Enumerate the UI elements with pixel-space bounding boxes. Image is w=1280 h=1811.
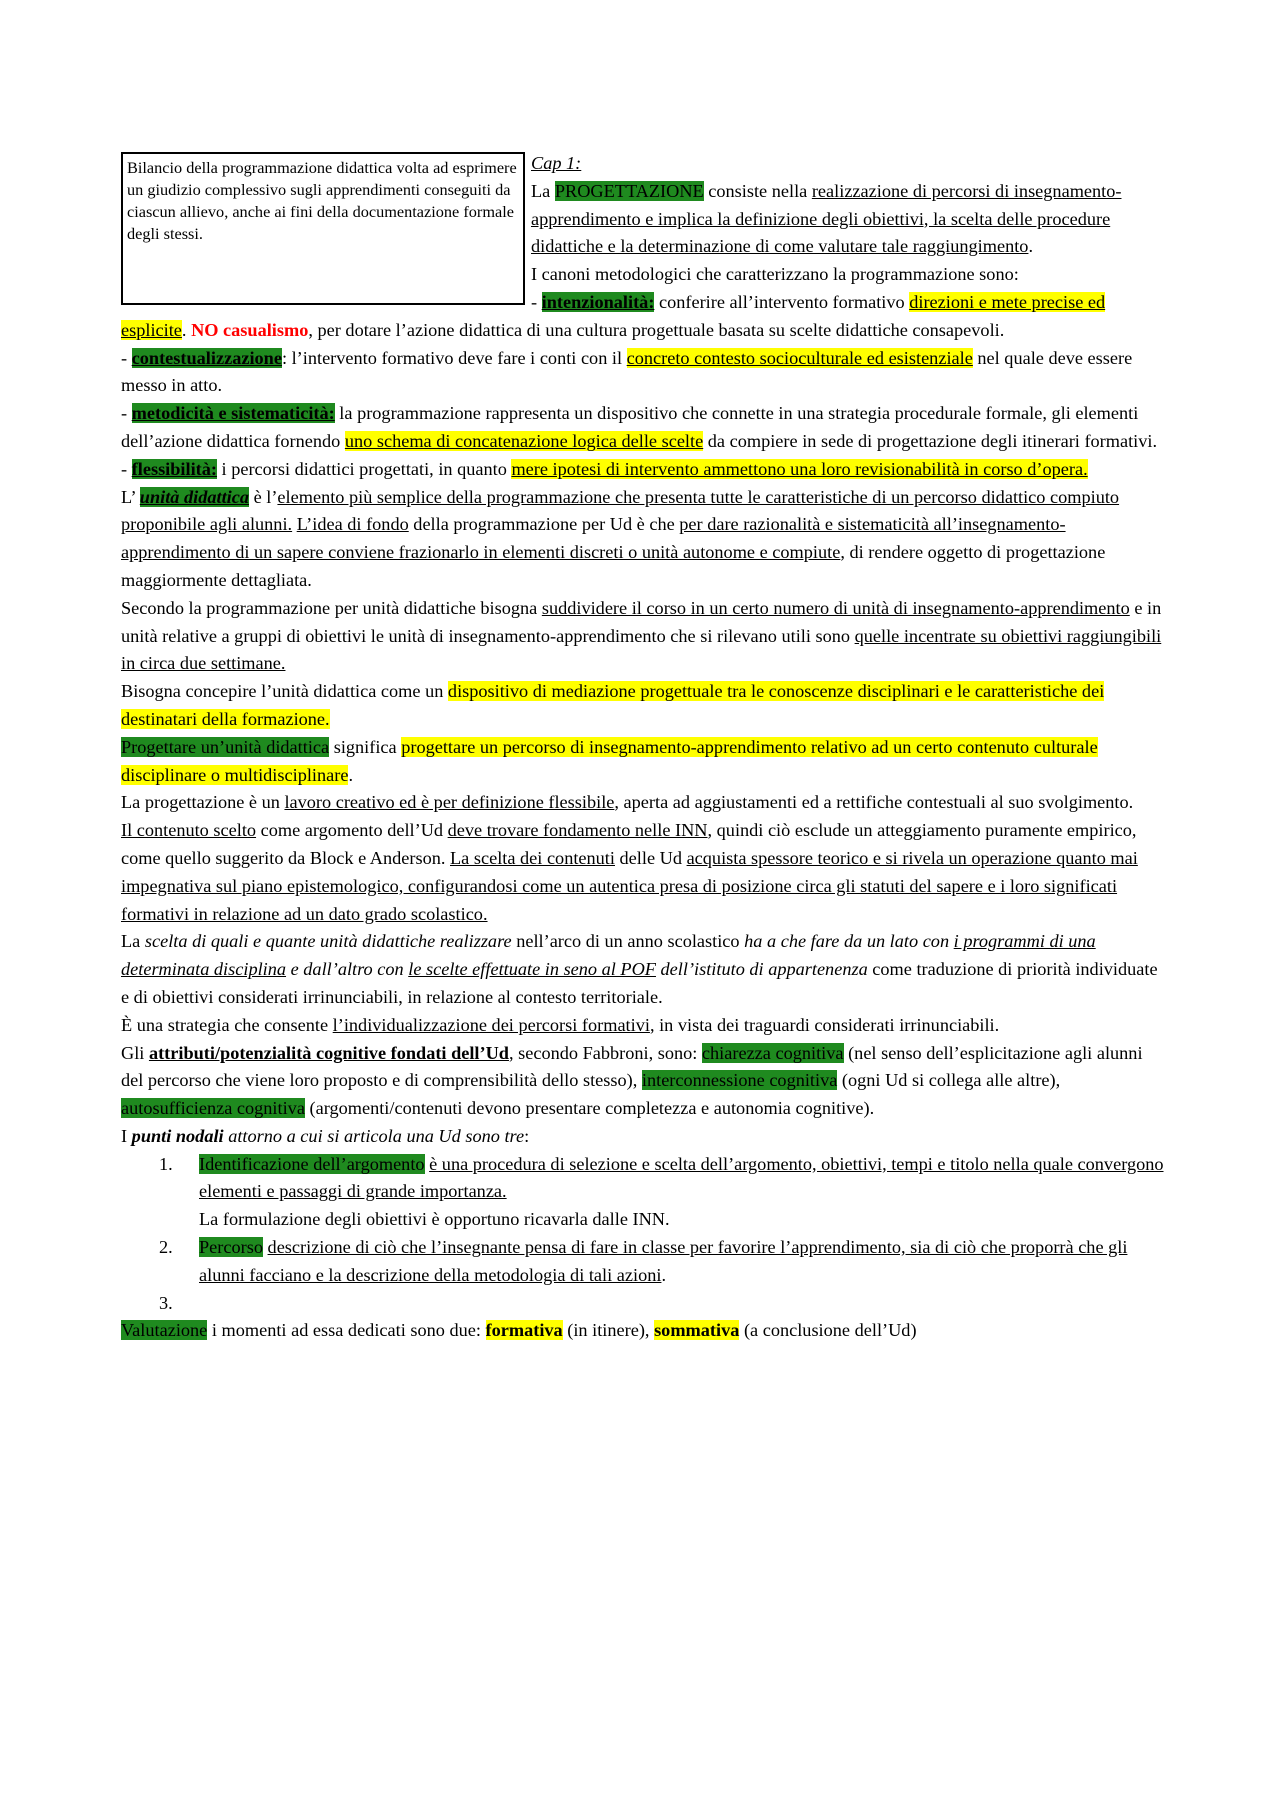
chapter-heading-text: Cap 1: — [531, 153, 582, 173]
text-run: conferire all’intervento formativo — [654, 291, 910, 312]
underlined-text: per dare razionalità e sistematicità all’insegnamento-apprendimento di un sapere conviene frazionarlo in elementi discreti o unità autonome e compiute — [121, 514, 1066, 563]
italic-text: attorno a cui si articola una Ud sono tre — [223, 1125, 525, 1146]
scelta-paragraph — [121, 928, 1166, 1011]
highlight-phrase: sommativa — [654, 1320, 740, 1341]
text-run: (argomenti/contenuti devono presentare completezza e autonomia cognitive). — [304, 1098, 875, 1119]
highlight-term: Percorso — [199, 1237, 263, 1258]
highlight-term: metodicità e sistematicità: — [131, 403, 335, 424]
highlight-term: PROGETTAZIONE — [554, 180, 704, 201]
list-item — [159, 1234, 1166, 1290]
underlined-text: realizzazione di percorsi di insegnamento-apprendimento e implica la definizione degli obiettivi, la scelta delle procedure didattiche e la determinazione di come valutare tale raggiungimento — [531, 180, 1122, 257]
highlight-phrase: dispositivo di mediazione progettuale tra le conoscenze disciplinari e le caratteristiche dei destinatari della formazione. — [121, 681, 1105, 729]
text-run: L’ — [121, 486, 140, 507]
unita-didattica-paragraph — [121, 484, 1166, 595]
highlight-phrase: formativa — [485, 1320, 563, 1341]
text-run: La progettazione è un — [121, 792, 285, 813]
text-run: , di rendere oggetto di progettazione maggiormente dettagliata. — [121, 542, 1106, 590]
underlined-text: suddividere il corso in un certo numero di unità di insegnamento-apprendimento — [541, 597, 1130, 618]
text-run: È una strategia che consente — [121, 1014, 333, 1035]
underlined-text: lavoro creativo ed è per definizione flessibile — [284, 792, 615, 813]
highlight-term: chiarezza cognitiva — [701, 1042, 844, 1063]
highlight-term: contestualizzazione — [131, 347, 282, 368]
progettare-paragraph — [121, 734, 1166, 790]
text-run: nell’arco di un anno scolastico — [511, 931, 745, 952]
text-run: . — [661, 1264, 667, 1285]
note-box-spacer — [121, 150, 531, 290]
text-run: La — [531, 180, 555, 201]
text-run: come traduzione di priorità individuate e di obiettivi considerati irrinunciabili, in relazione al contesto territoriale. — [121, 959, 1158, 1007]
text-run: : — [524, 1125, 530, 1146]
text-run: significa — [329, 736, 402, 757]
highlight-term: autosufficienza cognitiva — [121, 1098, 305, 1119]
document-body — [121, 150, 1166, 1345]
strategia-paragraph — [121, 1012, 1166, 1040]
list-number: 2. — [159, 1237, 173, 1258]
text-run: i momenti ad essa dedicati sono due: — [207, 1320, 486, 1341]
attributi-paragraph — [121, 1040, 1166, 1123]
progettazione-paragraph — [121, 789, 1166, 817]
highlight-term: interconnessione cognitiva — [641, 1070, 838, 1091]
underlined-text: L’idea di fondo — [296, 514, 409, 535]
underlined-text: elemento più semplice della programmazione che presenta tutte le caratteristiche di un percorso didattico compiuto proponibile agli alunni. — [121, 486, 1120, 535]
highlight-phrase: uno schema di concatenazione logica delle scelte — [344, 430, 704, 451]
list-item — [159, 1151, 1166, 1234]
text-run: I — [121, 1125, 132, 1146]
italic-text: scelta di quali e quante unità didattiche realizzare — [144, 931, 512, 952]
italic-text: ha a che fare da un lato con — [744, 931, 954, 952]
text-run: Bisogna concepire l’unità didattica come un — [121, 681, 448, 702]
highlight-term: flessibilità: — [131, 458, 217, 479]
underlined-text: i programmi di una determinata disciplina — [121, 931, 1096, 980]
list-item — [159, 1290, 1166, 1318]
underlined-text: l’individualizzazione dei percorsi formativi — [332, 1014, 650, 1035]
text-run: , quindi ciò esclude un atteggiamento puramente empirico, come quello suggerito da Block e Anderson. — [121, 820, 1137, 868]
punti-nodali-intro — [121, 1123, 1166, 1151]
secondo-paragraph — [121, 595, 1166, 678]
text-run: , aperta ad aggiustamenti ed a rettifiche contestuali al suo svolgimento. — [614, 792, 1134, 813]
text-run: , in vista dei traguardi considerati irrinunciabili. — [649, 1014, 1000, 1035]
bold-underlined-text: attributi/potenzialità cognitive fondati dell’Ud — [148, 1042, 509, 1063]
text-run: : l’intervento formativo deve fare i conti con il — [281, 347, 627, 368]
underlined-text: deve trovare fondamento nelle INN — [447, 820, 708, 841]
text-run: - — [121, 347, 132, 368]
text-run: La formulazione degli obiettivi è opportuno ricavarla dalle INN. — [199, 1209, 670, 1230]
list-number: 3. — [159, 1292, 173, 1313]
text-run: La — [121, 931, 145, 952]
canone-item — [121, 456, 1166, 484]
text-run: Secondo la programmazione per unità didattiche bisogna — [121, 597, 542, 618]
highlight-term: Identificazione dell’argomento — [199, 1153, 425, 1174]
highlight-phrase: direzioni e mete precise ed esplicite — [121, 291, 1106, 340]
text-run: (a conclusione dell’Ud) — [739, 1320, 917, 1341]
text-run: consiste nella — [703, 180, 812, 201]
italic-text: e dall’altro con — [286, 959, 409, 980]
text-run: delle Ud — [614, 847, 687, 868]
highlight-phrase: concreto contesto socioculturale ed esistenziale — [626, 347, 973, 368]
text-run: è l’ — [249, 486, 278, 507]
text-run: . — [181, 319, 192, 340]
text-run: - — [121, 458, 132, 479]
valutazione-paragraph — [121, 1317, 1166, 1345]
canone-item — [121, 400, 1166, 456]
highlight-term: unità didattica — [139, 486, 249, 507]
text-run: la programmazione rappresenta un dispositivo che connette in una strategia procedurale formale, gli elementi dell’azione didattica fornendo — [121, 403, 1139, 451]
note-box-text: Bilancio della programmazione didattica volta ad esprimere un giudizio complessivo sugli apprendimenti conseguiti da ciascun allievo, anche ai fini della documentazione formale degli stessi. — [127, 158, 517, 243]
text-run: , secondo Fabbroni, sono: — [508, 1042, 702, 1063]
underlined-text: le scelte effettuate in seno al POF — [408, 959, 656, 980]
text-run: (ogni Ud si collega alle altre), — [837, 1070, 1061, 1091]
text-run: - — [121, 403, 132, 424]
text-run: , per dotare l’azione didattica di una cultura progettuale basata su scelte didattiche consapevoli. — [308, 319, 1005, 340]
underlined-text: descrizione di ciò che l’insegnante pensa di fare in classe per favorire l’apprendimento, sia di ciò che proporrà che gli alunni facciano e la descrizione della metodologia di tali azioni — [199, 1237, 1128, 1285]
text-run: e in unità relative a gruppi di obiettivi le unità di insegnamento-apprendimento che si rilevano utili sono — [121, 597, 1162, 646]
text-run: - — [531, 291, 542, 312]
bold-italic-text: punti nodali — [131, 1125, 224, 1146]
punti-nodali-list — [121, 1151, 1166, 1318]
text-run: i percorsi didattici progettati, in quanto — [216, 458, 512, 479]
text-run: da compiere in sede di progettazione degli itinerari formativi. — [703, 430, 1158, 451]
highlight-phrase: progettare un percorso di insegnamento-apprendimento relativo ad un certo contenuto culturale disciplinare o multidisciplinare — [121, 736, 1098, 785]
underlined-text: La scelta dei contenuti — [450, 847, 615, 868]
text-run: Gli — [121, 1042, 149, 1063]
canone-item — [121, 345, 1166, 401]
canoni-intro: I canoni metodologici che caratterizzano la programmazione sono: — [531, 264, 1019, 285]
text-run: (nel senso dell’esplicitazione agli alunni del percorso che viene loro proposto e di comprensibilità dello stesso), — [121, 1042, 1143, 1091]
text-run: della programmazione per Ud è che — [408, 514, 680, 535]
canone-item — [121, 289, 1166, 345]
text-run: . — [1028, 236, 1034, 257]
concepire-paragraph — [121, 678, 1166, 734]
text-run: . — [348, 764, 354, 785]
red-emphasis: NO casualismo — [191, 319, 309, 340]
underlined-text: acquista spessore teorico e si rivela un operazione quanto mai impegnativa sul piano epistemologico, configurandosi come un autentica presa di posizione circa gli statuti del sapere e i loro significati formativi in relazione ad un dato grado scolastico. — [121, 847, 1138, 924]
italic-text: dell’istituto di appartenenza — [655, 959, 868, 980]
underlined-text: quelle incentrate su obiettivi raggiungibili in circa due settimane. — [121, 625, 1162, 674]
highlight-term: Progettare un’unità didattica — [121, 736, 330, 757]
text-run: nel quale deve essere messo in atto. — [121, 347, 1133, 396]
underlined-text: Il contenuto scelto — [121, 820, 257, 841]
highlight-term: intenzionalità: — [541, 291, 655, 312]
highlight-phrase: mere ipotesi di intervento ammettono una loro revisionabilità in corso d’opera. — [511, 458, 1088, 479]
highlight-term: Valutazione — [121, 1320, 208, 1341]
underlined-text: è una procedura di selezione e scelta dell’argomento, obiettivi, tempi e titolo nella quale convergono elementi e passaggi di grande importanza. — [199, 1153, 1164, 1202]
text-run: (in itinere), — [562, 1320, 655, 1341]
list-number: 1. — [159, 1153, 173, 1174]
text-run: come argomento dell’Ud — [256, 820, 448, 841]
contenuto-paragraph — [121, 817, 1166, 928]
